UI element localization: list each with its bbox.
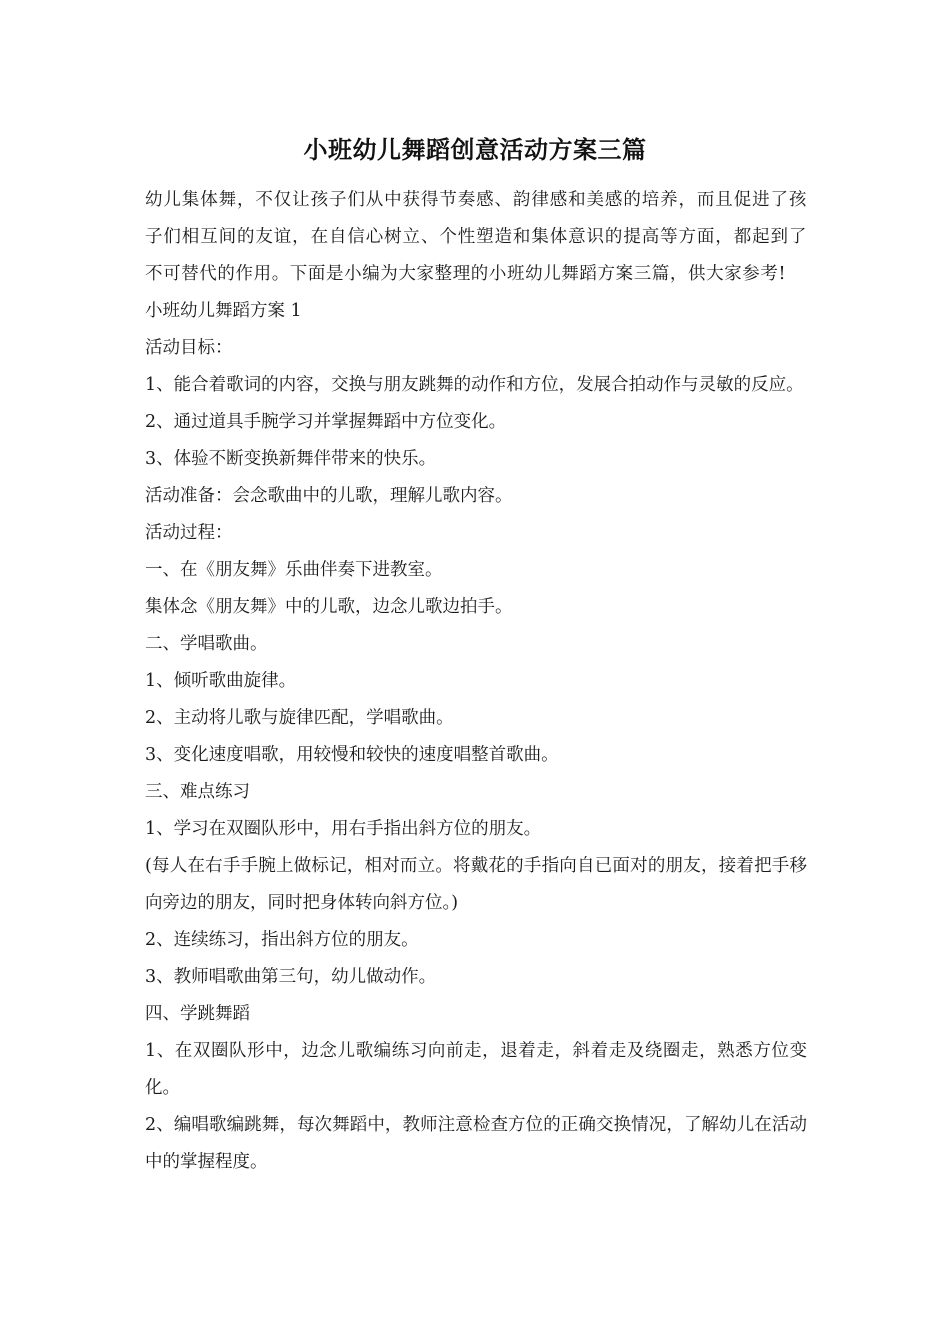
activity-preparation: 活动准备：会念歌曲中的儿歌，理解儿歌内容。 (145, 486, 513, 506)
heading-activity-process: 活动过程： (145, 523, 233, 543)
process-step-4: 四、学跳舞蹈 (145, 1004, 250, 1024)
goal-item-3: 3、体验不断变换新舞伴带来的快乐。 (145, 449, 437, 469)
process-step-4-item-1: 1、在双圈队形中，边念儿歌编练习向前走，退着走，斜着走及绕圈走，熟悉方位变化。 (145, 1041, 807, 1098)
process-step-2: 二、学唱歌曲。 (145, 634, 268, 654)
process-step-2-item-2: 2、主动将儿歌与旋律匹配，学唱歌曲。 (145, 708, 454, 728)
process-step-3: 三、难点练习 (145, 782, 250, 802)
process-step-3-item-3: 3、教师唱歌曲第三句，幼儿做动作。 (145, 967, 437, 987)
process-step-4-item-2: 2、编唱歌编跳舞，每次舞蹈中，教师注意检查方位的正确交换情况，了解幼儿在活动中的掌握程度。 (145, 1115, 807, 1172)
heading-activity-goals: 活动目标： (145, 338, 233, 358)
process-step-2-item-3: 3、变化速度唱歌，用较慢和较快的速度唱整首歌曲。 (145, 745, 559, 765)
goal-item-1: 1、能合着歌词的内容，交换与朋友跳舞的动作和方位，发展合拍动作与灵敏的反应。 (145, 375, 804, 395)
process-step-3-item-2: 2、连续练习，指出斜方位的朋友。 (145, 930, 419, 950)
process-step-1-detail: 集体念《朋友舞》中的儿歌，边念儿歌边拍手。 (145, 597, 513, 617)
section-heading-plan-1: 小班幼儿舞蹈方案 1 (145, 301, 302, 321)
process-step-1: 一、在《朋友舞》乐曲伴奏下进教室。 (145, 560, 443, 580)
document-title: 小班幼儿舞蹈创意活动方案三篇 (303, 135, 647, 164)
goal-item-2: 2、通过道具手腕学习并掌握舞蹈中方位变化。 (145, 412, 507, 432)
process-step-2-item-1: 1、倾听歌曲旋律。 (145, 671, 297, 691)
process-step-3-item-1: 1、学习在双圈队形中，用右手指出斜方位的朋友。 (145, 819, 542, 839)
process-step-3-note: (每人在右手手腕上做标记，相对而立。将戴花的手指向自已面对的朋友，接着把手移向旁边的朋友，同时把身体转向斜方位。) (145, 856, 807, 913)
intro-paragraph: 幼儿集体舞，不仅让孩子们从中获得节奏感、韵律感和美感的培养，而且促进了孩子们相互间的友谊，在自信心树立、个性塑造和集体意识的提高等方面，都起到了不可替代的作用。下面是小编为大家整理的小班幼儿舞蹈方案三篇，供大家参考! (145, 190, 807, 284)
document-body (145, 182, 807, 1181)
